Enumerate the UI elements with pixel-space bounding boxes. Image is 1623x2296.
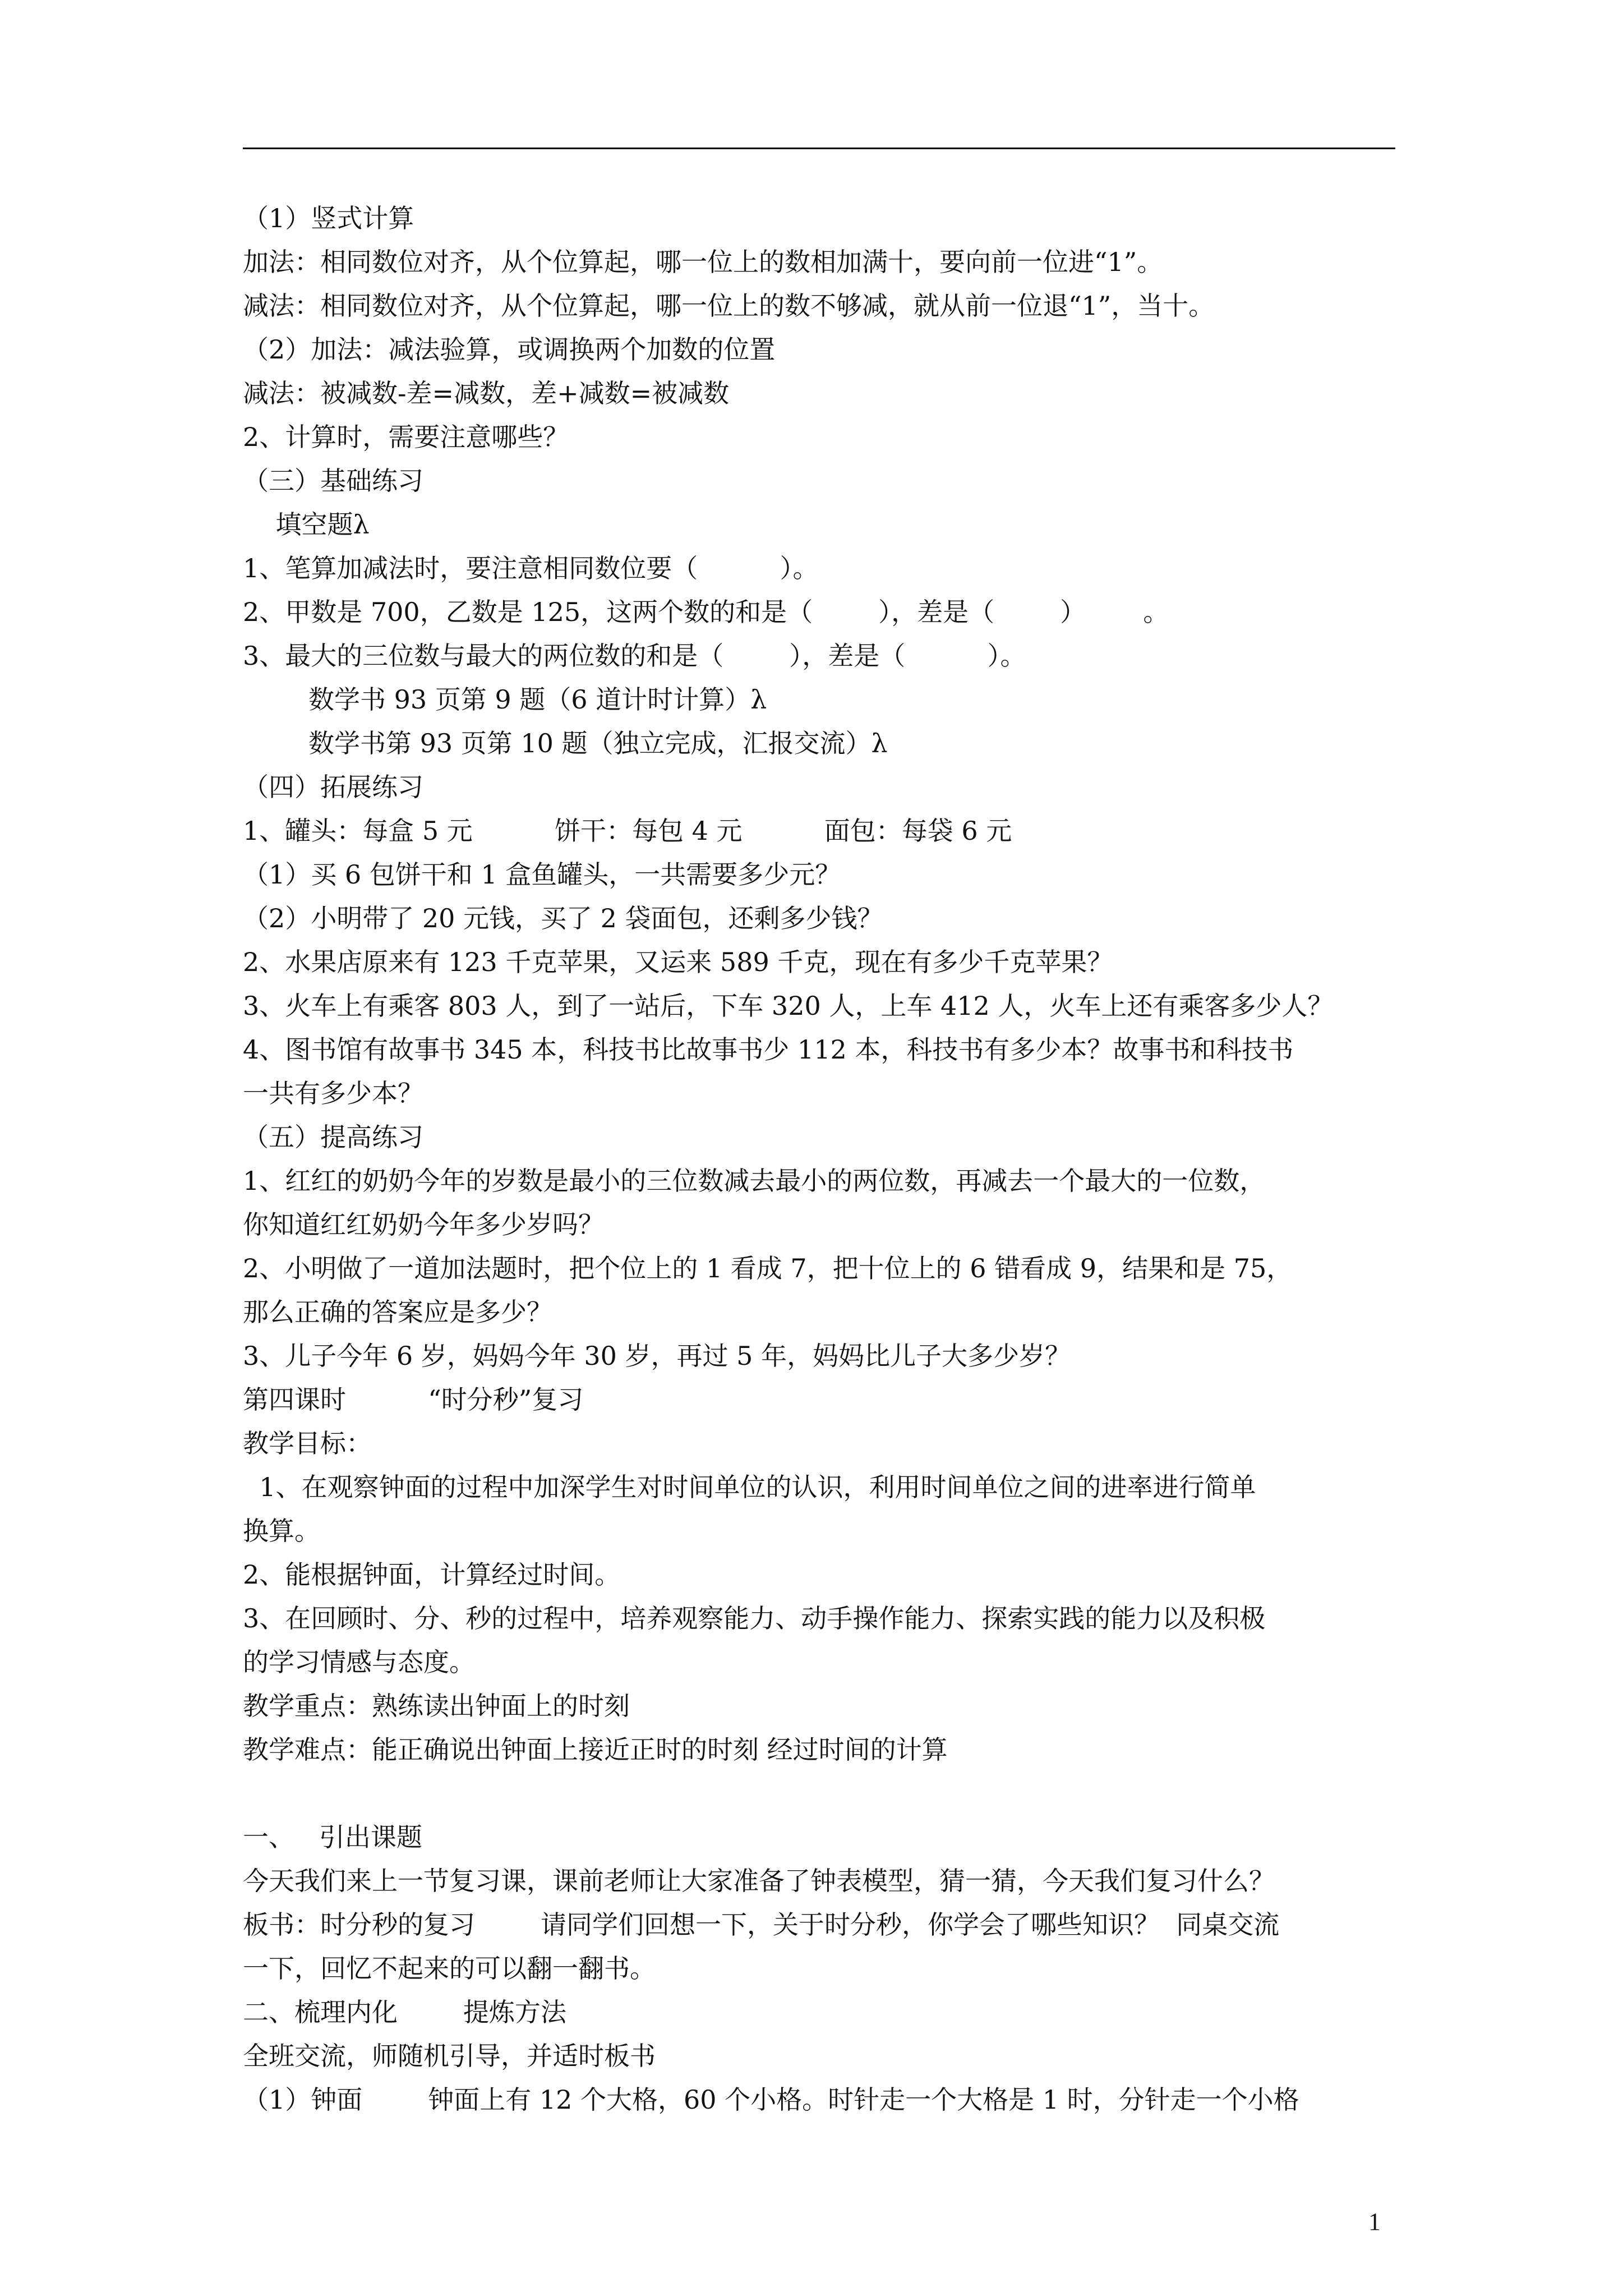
text-line: 2、能根据钟面，计算经过时间。 bbox=[243, 1559, 621, 1590]
page-number: 1 bbox=[1368, 2208, 1381, 2235]
text-line: 一下，回忆不起来的可以翻一翻书。 bbox=[243, 1953, 656, 1984]
text-line: 1、罐头：每盒 5 元 饼干：每包 4 元 面包：每袋 6 元 bbox=[243, 816, 1012, 846]
text-line: 2、小明做了一道加法题时，把个位上的 1 看成 7，把十位上的 6 错看成 9，结果和是 75， bbox=[243, 1253, 1293, 1283]
text-line: 数学书 93 页第 9 题（6 道计时计算）λ bbox=[243, 684, 767, 715]
text-line: （三）基础练习 bbox=[243, 466, 423, 496]
text-line: （五）提高练习 bbox=[243, 1122, 423, 1152]
text-line: 板书：时分秒的复习 请同学们回想一下，关于时分秒，你学会了哪些知识？ 同桌交流 bbox=[243, 1910, 1280, 1940]
text-line: 1、笔算加减法时，要注意相同数位要（ ）。 bbox=[243, 553, 819, 583]
text-line: 减法：相同数位对齐，从个位算起，哪一位上的数不够减，就从前一位退“1”，当十。 bbox=[243, 291, 1215, 321]
text-line: 2、水果店原来有 123 千克苹果，又运来 589 千克，现在有多少千克苹果？ bbox=[243, 947, 1113, 977]
text-line: 换算。 bbox=[243, 1516, 320, 1546]
text-line: 第四课时 “时分秒”复习 bbox=[243, 1384, 584, 1415]
header-rule bbox=[243, 148, 1395, 149]
text-line: （2）小明带了 20 元钱，买了 2 袋面包，还剩多少钱？ bbox=[243, 903, 883, 933]
text-line: 数学书第 93 页第 10 题（独立完成，汇报交流）λ bbox=[243, 728, 888, 758]
text-line: 4、图书馆有故事书 345 本，科技书比故事书少 112 本，科技书有多少本？故事书和科技书 bbox=[243, 1034, 1294, 1065]
text-line: （1）竖式计算 bbox=[243, 203, 414, 233]
text-line: （1）钟面 钟面上有 12 个大格，60 个小格。时针走一个大格是 1 时，分针走一个小格 bbox=[243, 2085, 1299, 2115]
text-line: 3、最大的三位数与最大的两位数的和是（ ），差是（ ）。 bbox=[243, 641, 1026, 671]
text-line: 3、火车上有乘客 803 人，到了一站后，下车 320 人，上车 412 人，火车上还有乘客多少人？ bbox=[243, 991, 1334, 1021]
text-line: 3、在回顾时、分、秒的过程中，培养观察能力、动手操作能力、探索实践的能力以及积极 bbox=[243, 1603, 1266, 1634]
text-line: 那么正确的答案应是多少？ bbox=[243, 1297, 552, 1327]
text-line: 的学习情感与态度。 bbox=[243, 1647, 475, 1677]
text-line: 2、甲数是 700，乙数是 125，这两个数的和是（ ），差是（ ） 。 bbox=[243, 597, 1169, 627]
text-line: 减法：被减数-差=减数，差+减数=被减数 bbox=[243, 378, 730, 408]
text-line: 你知道红红奶奶今年多少岁吗？ bbox=[243, 1209, 604, 1240]
text-line: （1）买 6 包饼干和 1 盒鱼罐头，一共需要多少元？ bbox=[243, 859, 841, 890]
text-line: 教学重点：熟练读出钟面上的时刻 bbox=[243, 1691, 630, 1721]
text-line: 加法：相同数位对齐，从个位算起，哪一位上的数相加满十，要向前一位进“1”。 bbox=[243, 247, 1163, 277]
text-line: 今天我们来上一节复习课，课前老师让大家准备了钟表模型，猜一猜，今天我们复习什么？ bbox=[243, 1866, 1275, 1896]
document-body bbox=[243, 196, 1398, 2122]
text-line: 一共有多少本？ bbox=[243, 1078, 423, 1108]
text-line: 教学难点：能正确说出钟面上接近正时的时刻 经过时间的计算 bbox=[243, 1734, 948, 1765]
text-line: 二、梳理内化 提炼方法 bbox=[243, 1997, 566, 2027]
text-line: （四）拓展练习 bbox=[243, 772, 423, 802]
text-line: 全班交流，师随机引导，并适时板书 bbox=[243, 2041, 656, 2071]
text-line: 3、儿子今年 6 岁，妈妈今年 30 岁，再过 5 年，妈妈比儿子大多少岁？ bbox=[243, 1341, 1071, 1371]
text-line: （2）加法：减法验算，或调换两个加数的位置 bbox=[243, 334, 776, 365]
text-line: 填空题λ bbox=[243, 509, 370, 540]
text-line: 教学目标： bbox=[243, 1428, 372, 1458]
text-line: 1、红红的奶奶今年的岁数是最小的三位数减去最小的两位数，再减去一个最大的一位数， bbox=[243, 1166, 1266, 1196]
text-line: 2、计算时，需要注意哪些？ bbox=[243, 422, 569, 452]
text-line: 一、 引出课题 bbox=[243, 1822, 422, 1852]
text-line: 1、在观察钟面的过程中加深学生对时间单位的认识，利用时间单位之间的进率进行简单 bbox=[243, 1472, 1256, 1502]
blank-line bbox=[243, 1772, 1398, 1815]
